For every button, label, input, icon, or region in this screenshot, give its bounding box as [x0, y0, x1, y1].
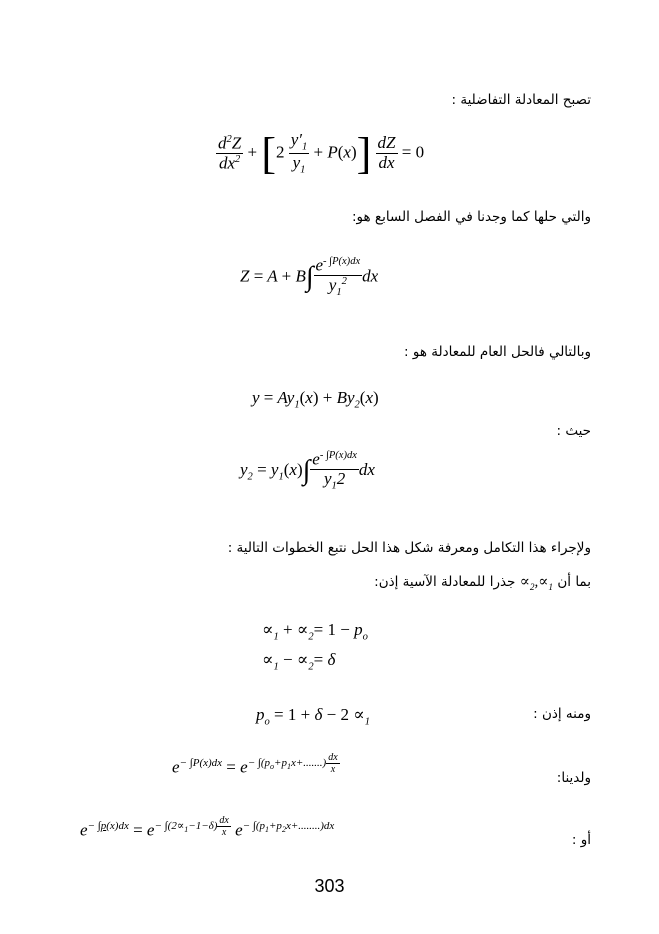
text-line-3: وبالتالي فالحل العام للمعادلة هو : [404, 344, 591, 360]
text-line-9: أو : [571, 832, 591, 848]
text-line-6-pre: بما أن [557, 574, 591, 590]
equation-roots-sum: $\propto_1 + \propto_2= 1 - p_o$ [262, 620, 368, 643]
text-line-7: ومنه إذن : [533, 706, 591, 722]
page-number: 303 [314, 876, 345, 896]
equation-general-solution: $y = Ay_1(x) + By_2(x)$ [252, 388, 379, 411]
equation-exponential-1: $e^{- \int P(x)dx} = e^{- \int(p_o+p_1x+.......) \frac{dx}{x}}$ [172, 752, 338, 777]
equation-differential: $\frac{d^2Z}{dx^2}$ + [2 $\frac{y'_1}{y_1}$ + P(x)] $\frac{dZ}{dx}$ = 0 [218, 129, 425, 178]
text-line-8: ولدينا: [556, 770, 591, 786]
equation-y2: $y_2 = y_1(x)\int$ $\frac{e^{- \int P(x)dx}}{y_12}$ dx [240, 449, 375, 492]
equation-roots-diff: $\propto_1 - \propto_2= \delta$ [262, 650, 336, 673]
text-line-1: تصبح المعادلة التفاضلية : [451, 92, 591, 108]
alpha-roots-inline: $\propto_2,\propto_1$ [519, 574, 554, 593]
equation-z-solution: Z = A + B∫ $\frac{e^{- \int P(x)dx}}{y_1^2}$ dx [240, 255, 379, 299]
equation-exponential-2: $e^{- \int p(x)dx} = e^{- \int(2\propto_1-1-\delta) \frac{dx}{x}}$ $e^{- \int(p_1+p_2x+........)dx}$ [80, 815, 335, 840]
text-line-6-post: جذرا للمعادلة الآسية إذن: [374, 574, 516, 590]
equation-p0: $p_o = 1 + \delta - 2 \propto_1$ [256, 705, 370, 728]
text-line-2: والتي حلها كما وجدنا في الفصل السابع هو: [352, 209, 591, 225]
text-line-4: حيث : [556, 423, 591, 439]
text-line-6 [374, 572, 591, 593]
text-line-5: ولإجراء هذا التكامل ومعرفة شكل هذا الحل نتبع الخطوات التالية : [227, 540, 591, 556]
